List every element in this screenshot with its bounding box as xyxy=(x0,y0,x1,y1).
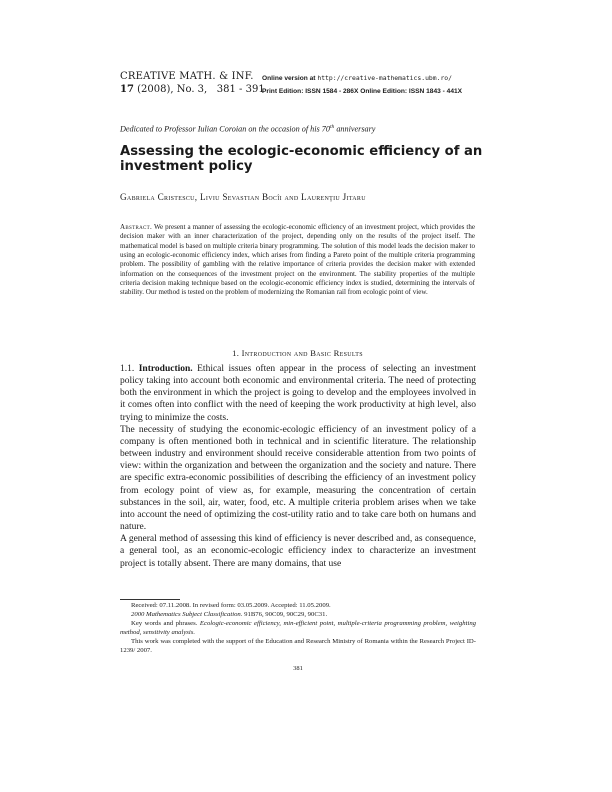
paragraph-2: The necessity of studying the economic-ecologic efficiency of an investment policy of a company is often mentioned both in technical and in scientific literature. The relationship between industry and environment should receive considerable attention from two points of view: within the organization and between the organization and the society and nature. There are specific extra-economic possibilities of describing the efficiency of an investment policy from ecology point of view as, for example, measuring the concentration of certain substances in the soil, air, water, food, etc. A multiple criteria problem arises when we take into account the need of optimizing the cost-utility ratio and to take care both on humans and nature. xyxy=(120,424,476,533)
footnote-received: Received: 07.11.2008. In revised form: 03.05.2009. Accepted: 11.05.2009. xyxy=(131,602,331,609)
online-version-line xyxy=(262,72,462,85)
msc-label: 2000 Mathematics Subject Classification. xyxy=(131,611,243,619)
footnote-rule xyxy=(120,599,180,600)
paragraph-3: A general method of assessing this kind of efficiency is never described and, as consequence, a general tool, as an economic-ecologic efficiency index to characterize an investment project is totally absent. There are many domains, that use xyxy=(120,534,476,569)
subsection-number: 1.1. xyxy=(120,364,135,374)
footnote-keywords xyxy=(120,619,476,637)
journal-name: CREATIVE MATH. & INF. xyxy=(120,71,254,82)
journal-volume: 17 xyxy=(120,84,134,95)
page-number: 381 xyxy=(293,665,303,672)
journal-header xyxy=(120,70,265,96)
abstract-text: We present a manner of assessing the ecologic-economic efficiency of an investment project, which provides the decision maker with an inner characterization of the project, depending only on the results of the project itself. The mathematical model is based on multiple criteria binary programming. The solution of this model leads the decision maker to using an ecologic-economic efficiency index, which arises from finding a Pareto point of the multiple criteria programming problem. The possibility of gambling with the relative importance of criteria provides the decision maker with extended information on the consequences of the investment project on the environment. The stability properties of the multiple criteria decision making technique based on the ecologic-economic efficiency index is studied, determining the intervals of stability. Our method is tested on the problem of modernizing the Romanian rail from ecologic point of view. xyxy=(120,223,475,297)
author-list xyxy=(120,192,366,202)
body-text xyxy=(120,363,476,570)
paper-title: Assessing the ecologic-economic efficiency of an investment policy xyxy=(120,144,483,174)
dedication-superscript: th xyxy=(329,124,335,130)
journal-pages: 381 - 391 xyxy=(216,84,265,95)
edition-info xyxy=(262,72,462,98)
abstract xyxy=(120,223,475,298)
keywords-text: Ecologic-economic efficiency, min-efficient point, multiple-criteria programming problem, weighting method, sensitivity analysis. xyxy=(120,620,477,637)
print-edition-line: Print Edition: ISSN 1584 - 286X Online Edition: ISSN 1843 - 441X xyxy=(262,88,463,95)
subsection-heading: Introduction. xyxy=(138,364,193,374)
footnotes xyxy=(120,601,476,655)
dedication-text: Dedicated to Professor Iulian Coroian on the occasion of his 70 xyxy=(120,124,330,134)
online-label: Online version at xyxy=(262,75,316,82)
journal-issue xyxy=(120,83,265,96)
footnote-msc xyxy=(120,610,476,619)
dedication xyxy=(120,124,375,134)
authors-text: Gabriela Cristescu, Liviu Sevastian Bocîi and Laurenţiu Jitaru xyxy=(120,192,366,202)
keywords-label: Key words and phrases. xyxy=(131,620,198,628)
dedication-tail: anniversary xyxy=(334,124,376,134)
journal-year-issue: (2008), No. 3, xyxy=(137,84,208,95)
paragraph xyxy=(120,363,476,424)
paragraph-1-text: Ethical issues often appear in the process of selecting an investment policy taking into account both economic and environmental criteria. The need of protecting both the environment in which the project is going to develop and the employees involved in it comes often into conflict with the need of keeping the work productivity at high level, also trying to minimize the costs. xyxy=(120,364,477,423)
section-heading: 1. Introduction and Basic Results xyxy=(232,348,363,358)
online-url[interactable]: http://creative-mathematics.ubm.ro/ xyxy=(317,74,453,82)
msc-codes: 91B76, 90C09, 90C29, 90C31. xyxy=(244,611,328,619)
abstract-label: Abstract. xyxy=(120,223,153,231)
footnote-support: This work was completed with the support of the Education and Research Ministry of Romania within the Research Project ID-1239/ 2007. xyxy=(120,638,476,655)
